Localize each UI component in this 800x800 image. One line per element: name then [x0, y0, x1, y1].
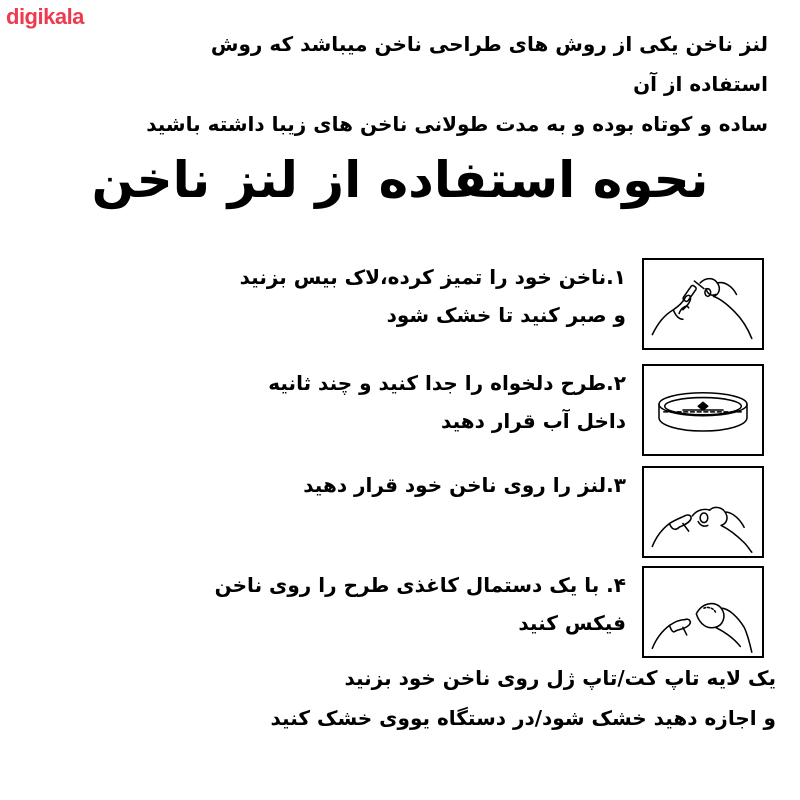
- step-text: [66, 364, 626, 440]
- page-title: نحوه استفاده از لنز ناخن: [91, 151, 709, 209]
- step-3: [34, 466, 764, 558]
- step-line: و صبر کنید تا خشک شود: [386, 303, 626, 327]
- step-4: [34, 566, 764, 658]
- step-line: فیکس کنید: [518, 611, 626, 635]
- step-1: [34, 258, 764, 350]
- water-bowl-icon: [642, 364, 764, 456]
- hands-placing-lens-icon: [642, 466, 764, 558]
- step-line: داخل آب قرار دهید: [441, 409, 626, 433]
- step-line: ۴. با یک دستمال کاغذی طرح را روی ناخن: [214, 573, 626, 597]
- step-line: ۳.لنز را روی ناخن خود قرار دهید: [303, 473, 626, 497]
- step-line: ۱.ناخن خود را تمیز کرده،لاک بیس بزنید: [239, 265, 626, 289]
- digikala-logo: digikala: [6, 4, 84, 29]
- step-2: [34, 364, 764, 456]
- step-text: [66, 466, 626, 504]
- hands-applying-base-coat-icon: [642, 258, 764, 350]
- intro-line: ساده و کوتاه بوده و به مدت طولانی ناخن های زیبا داشته باشید: [146, 112, 768, 136]
- outro-line: یک لایه تاپ کت/تاپ ژل روی ناخن خود بزنید: [344, 666, 776, 690]
- step-text: [66, 258, 626, 334]
- intro-line: لنز ناخن یکی از روش های طراحی ناخن میباشد که روش استفاده از آن: [210, 32, 768, 96]
- step-text: [66, 566, 626, 642]
- step-line: ۲.طرح دلخواه را جدا کنید و چند ثانیه: [268, 371, 626, 395]
- hands-pressing-tissue-icon: [642, 566, 764, 658]
- outro-line: و اجازه دهید خشک شود/در دستگاه یووی خشک کنید: [270, 706, 776, 730]
- intro-paragraph: [128, 24, 768, 144]
- final-instructions: [56, 658, 776, 738]
